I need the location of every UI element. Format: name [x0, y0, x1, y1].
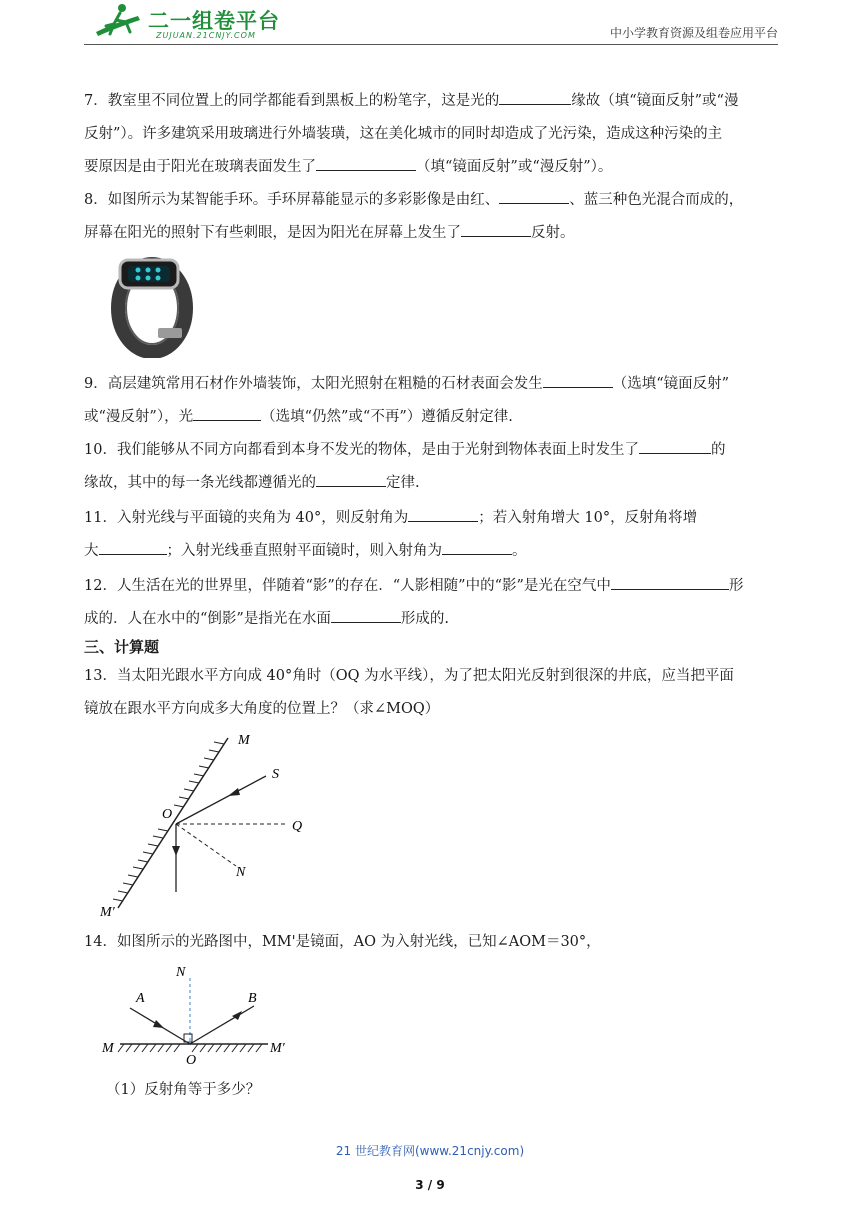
- question-7-line-2: 反射”）。许多建筑采用玻璃进行外墙装璜，这在美化城市的同时却造成了光污染，造成这种污染的主: [84, 126, 723, 142]
- header-tagline: 中小学教育资源及组卷应用平台: [609, 26, 778, 40]
- logo-text: 二一组卷平台: [148, 9, 280, 33]
- label-M: M: [238, 733, 250, 748]
- label-M: M: [102, 1041, 114, 1056]
- question-8-line-1: 8．如图所示为某智能手环。手环屏幕能显示的多彩影像是由红、 、蓝三种色光混合而成的，: [84, 184, 778, 216]
- answer-blank[interactable]: [639, 436, 711, 454]
- logo-subtext: ZUJUAN.21CNJY.COM: [156, 31, 256, 40]
- question-11-line-2: 大 ；入射光线垂直照射平面镜时，则入射角为 。: [84, 535, 778, 567]
- page-number: 3 / 9: [415, 1178, 445, 1192]
- answer-blank[interactable]: [499, 186, 569, 204]
- question-14-sub-1: （1）反射角等于多少？: [106, 1082, 261, 1098]
- answer-blank[interactable]: [499, 87, 571, 105]
- page-header: [84, 0, 778, 45]
- answer-blank[interactable]: [543, 370, 613, 388]
- site-logo: [92, 2, 282, 42]
- answer-blank[interactable]: [99, 537, 167, 555]
- section-heading: 三、计算题: [84, 638, 160, 656]
- question-13-line-2: 镜放在跟水平方向成多大角度的位置上？（求∠MOQ）: [84, 701, 440, 717]
- question-14-line-1: 14．如图所示的光路图中，MM'是镜面，AO 为入射光线，已知∠AOM＝30°，: [84, 934, 601, 950]
- smart-band-image: [108, 256, 194, 358]
- label-Q: Q: [292, 819, 303, 834]
- footer-site-link[interactable]: 21 世纪教育网(www.21cnjy.com): [335, 1144, 525, 1158]
- answer-blank[interactable]: [316, 153, 416, 171]
- label-A: A: [136, 991, 145, 1006]
- mirror-hatching: [118, 1044, 262, 1052]
- answer-blank[interactable]: [461, 219, 531, 237]
- light-path-diagram: [98, 962, 298, 1066]
- question-7-line-1: 7．教室里不同位置上的同学都能看到黑板上的粉笔字，这是光的 缘故（填“镜面反射”或“漫: [84, 85, 778, 117]
- answer-blank[interactable]: [442, 537, 512, 555]
- runner-logo-icon: [92, 2, 148, 42]
- question-13-line-1: 13．当太阳光跟水平方向成 40°角时（OQ 为水平线），为了把太阳光反射到很深的井底，应当把平面: [84, 668, 734, 684]
- answer-blank[interactable]: [316, 469, 386, 487]
- question-10-line-2: 缘故，其中的每一条光线都遵循光的 定律.: [84, 467, 778, 499]
- question-9-line-1: 9．高层建筑常用石材作外墙装饰，太阳光照射在粗糙的石材表面会发生 （选填“镜面反射”: [84, 368, 778, 400]
- question-12-line-2: 成的．人在水中的“倒影”是指光在水面 形成的.: [84, 603, 778, 635]
- answer-blank[interactable]: [193, 403, 261, 421]
- question-12-line-1: 12．人生活在光的世界里，伴随着“影”的存在．“人影相随”中的“影”是光在空气中 形: [84, 570, 778, 602]
- label-B: B: [248, 991, 257, 1006]
- question-9-line-2: 或“漫反射”），光 （选填“仍然”或“不再”）遵循反射定律.: [84, 401, 778, 433]
- label-S: S: [272, 767, 279, 782]
- mirror-reflection-diagram: [96, 728, 316, 918]
- answer-blank[interactable]: [611, 572, 729, 590]
- label-O: O: [162, 807, 173, 822]
- answer-blank[interactable]: [408, 504, 478, 522]
- question-7-line-3: 要原因是由于阳光在玻璃表面发生了 （填“镜面反射”或“漫反射”）。: [84, 151, 778, 183]
- label-M-prime: M′: [100, 905, 115, 918]
- question-8-line-2: 屏幕在阳光的照射下有些刺眼，是因为阳光在屏幕上发生了 反射。: [84, 217, 778, 249]
- label-O: O: [186, 1053, 197, 1066]
- label-N: N: [236, 865, 246, 880]
- question-10-line-1: 10．我们能够从不同方向都看到本身不发光的物体，是由于光射到物体表面上时发生了 的: [84, 434, 778, 466]
- label-N: N: [176, 965, 186, 980]
- question-11-line-1: 11．入射光线与平面镜的夹角为 40°，则反射角为 ；若入射角增大 10°，反射角将增: [84, 502, 778, 534]
- answer-blank[interactable]: [331, 605, 401, 623]
- label-M-prime: M′: [270, 1041, 285, 1056]
